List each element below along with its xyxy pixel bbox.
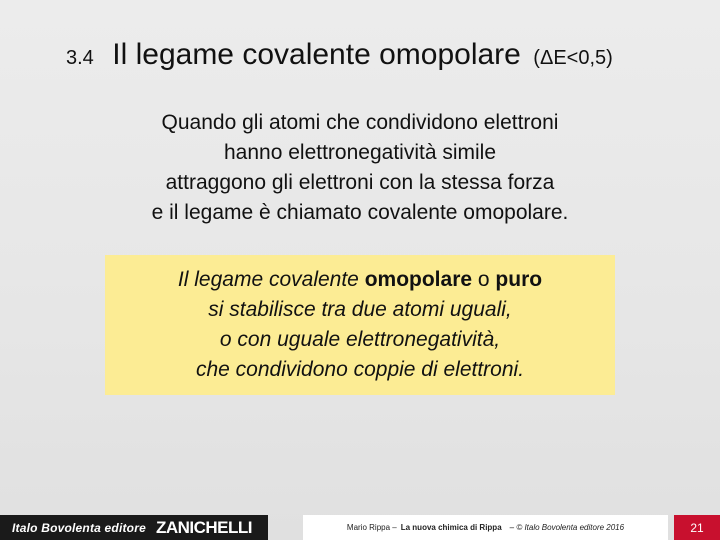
page-number: 21 (690, 520, 704, 535)
definition-conjunction: o (472, 268, 496, 291)
intro-line: hanno elettronegatività simile (224, 141, 496, 164)
intro-line: Quando gli atomi che condividono elettroni (161, 111, 559, 134)
term-omopolare: omopolare (364, 268, 473, 291)
publisher-banner (0, 515, 268, 540)
intro-paragraph (0, 108, 720, 228)
title-suffix: (ΔE<0,5) (533, 47, 613, 69)
credits (303, 515, 668, 540)
definition-box (105, 255, 615, 395)
intro-line: e il legame è chiamato covalente omopolare. (151, 201, 569, 224)
title-main: Il legame covalente omopolare (112, 38, 521, 71)
section-number: 3.4 (66, 47, 94, 69)
definition-prefix: Il legame covalente (177, 268, 365, 291)
definition-line-4: che condividono coppie di elettroni. (195, 358, 525, 381)
copyright: – © Italo Bovolenta editore 2016 (509, 523, 625, 532)
term-puro: puro (495, 268, 543, 291)
slide-title (66, 38, 613, 72)
brand-logo: ZANICHELLI (155, 517, 252, 537)
definition-line-2: si stabilisce tra due atomi uguali, (208, 298, 512, 321)
definition-line-3: o con uguale elettronegatività, (219, 328, 501, 351)
publisher-name: Italo Bovolenta editore (12, 520, 146, 535)
page-number-badge (674, 515, 720, 540)
book-title: La nuova chimica di Rippa (400, 523, 502, 532)
intro-line: attraggono gli elettroni con la stessa forza (165, 171, 555, 194)
definition-line-1 (105, 265, 615, 295)
footer (0, 515, 720, 540)
author: Mario Rippa – (346, 523, 397, 532)
